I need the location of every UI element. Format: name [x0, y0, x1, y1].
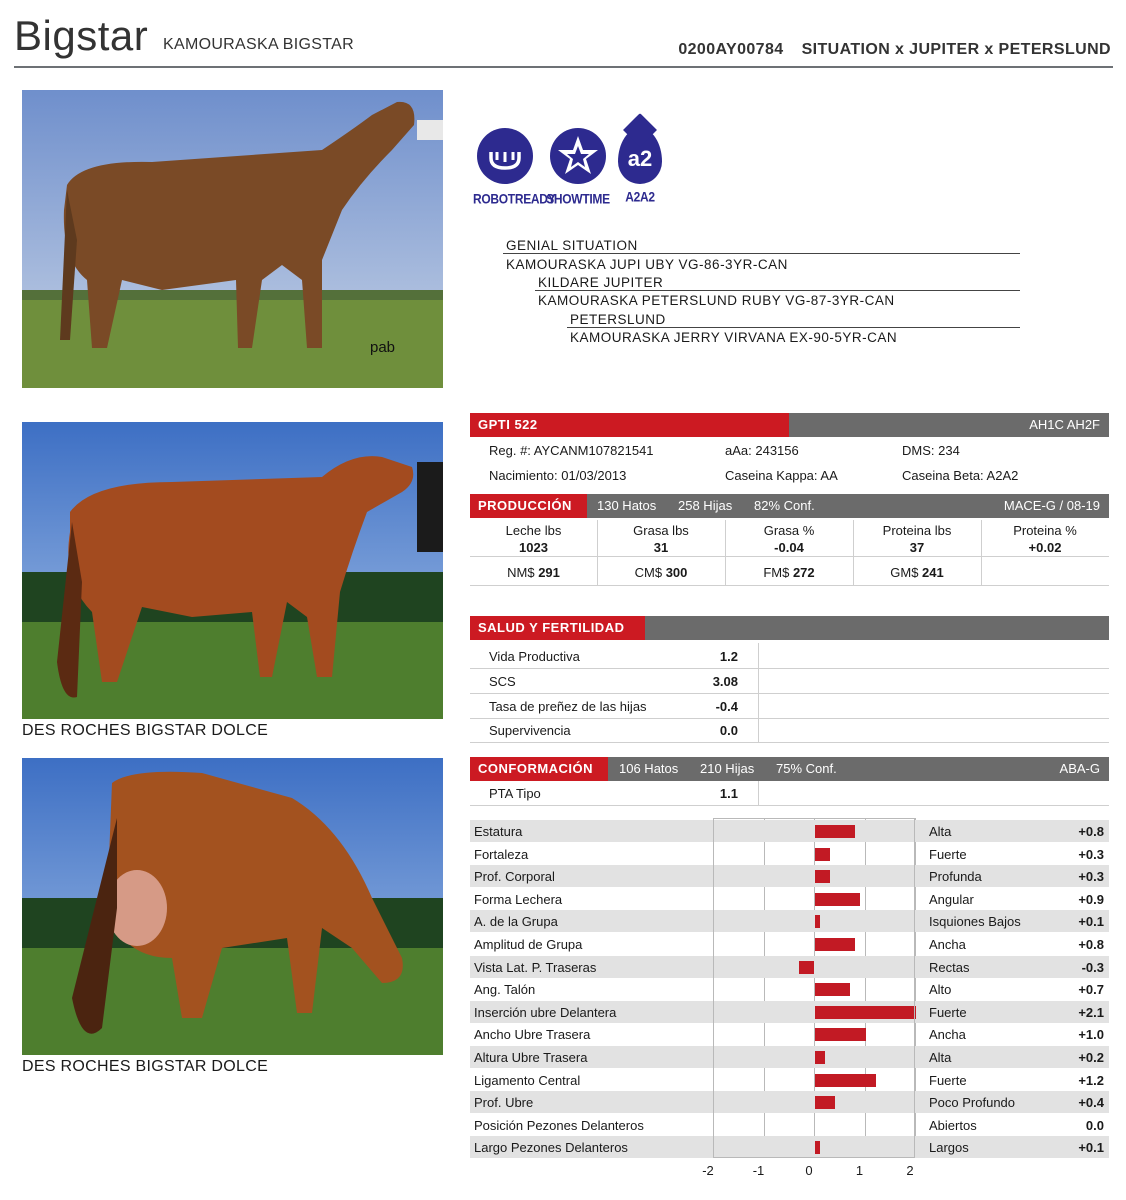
trait-descriptor: Angular [929, 891, 974, 907]
pedigree-line [503, 253, 1020, 254]
aaa-code: aAa: 243156 [725, 443, 799, 458]
badge-a2a2-label: A2A2 [625, 188, 655, 206]
salud-value: 3.08 [712, 674, 738, 689]
bull-name: Bigstar [14, 12, 149, 59]
trait-descriptor: Alta [929, 824, 952, 839]
badge-robotready [473, 128, 556, 208]
trait-descriptor: Ancha [929, 937, 966, 952]
reg-number: Reg. #: AYCANM107821541 [489, 443, 654, 458]
row-divider [470, 805, 1109, 806]
pedigree-mgs: KILDARE JUPITER [538, 275, 664, 290]
produccion-herds: 130 Hatos [597, 498, 657, 513]
trait-row [470, 865, 1109, 887]
trait-row [470, 888, 1109, 910]
trait-descriptor: Alta [929, 1050, 952, 1065]
trait-bar [815, 870, 830, 883]
photo-daughter-side [22, 422, 443, 719]
trait-descriptor: Ancha [929, 1027, 966, 1043]
haplotypes: AH1C AH2F [1029, 417, 1100, 432]
salud-title: SALUD Y FERTILIDAD [470, 616, 645, 640]
trait-descriptor: Rectas [929, 959, 970, 975]
produccion-bar [470, 494, 1109, 518]
trait-descriptor: Largos [929, 1140, 969, 1156]
trait-value: +0.2 [1078, 1050, 1104, 1065]
index-cm: CM$ 300 [634, 565, 688, 580]
trait-value: +0.1 [1078, 1140, 1104, 1156]
produccion-title: PRODUCCIÓN [470, 494, 587, 518]
trait-row [470, 1136, 1109, 1158]
trait-label: Ligamento Central [474, 1072, 581, 1088]
trait-label: Altura Ubre Trasera [474, 1050, 588, 1065]
col-divider [758, 643, 759, 742]
trait-label: A. de la Grupa [474, 914, 558, 930]
salud-label: Vida Productiva [489, 649, 580, 664]
trait-value: +1.2 [1078, 1072, 1104, 1088]
prod-label: Proteina lbs [882, 523, 952, 538]
trait-bar [815, 915, 820, 928]
trait-value: +0.3 [1078, 846, 1104, 862]
pedigree-mggs: PETERSLUND [570, 312, 666, 327]
trait-bar [815, 1141, 820, 1154]
prod-label: Leche lbs [505, 523, 562, 538]
axis-tick-label: -2 [702, 1163, 714, 1178]
pedigree-great-granddam: KAMOURASKA JERRY VIRVANA EX-90-5YR-CAN [570, 330, 898, 345]
produccion-source: MACE-G / 08-19 [1003, 498, 1100, 513]
trait-bar [815, 1096, 835, 1109]
axis-tick-label: 2 [906, 1163, 914, 1178]
trait-bar [815, 848, 830, 861]
badge-showtime [546, 128, 610, 206]
conformacion-bar [470, 757, 1109, 781]
trait-descriptor: Fuerte [929, 1072, 967, 1088]
conformacion-conf: 75% Conf. [776, 761, 837, 776]
prod-label: Grasa lbs [633, 523, 689, 538]
bull-id: 0200AY00784 [678, 41, 784, 58]
trait-bar [815, 825, 855, 838]
prod-label: Grasa % [763, 523, 815, 538]
produccion-conf: 82% Conf. [754, 498, 815, 513]
beta-casein: Caseina Beta: A2A2 [902, 468, 1019, 483]
pta-tipo-label: PTA Tipo [489, 786, 541, 801]
photo-caption-3: DES ROCHES BIGSTAR DOLCE [22, 1058, 269, 1075]
trait-row [470, 956, 1109, 978]
axis-tick-label: 0 [805, 1163, 813, 1178]
trait-bar [799, 961, 814, 974]
prod-value: 1023 [519, 540, 548, 555]
produccion-daughters: 258 Hijas [678, 498, 733, 513]
badge-showtime-label: SHOWTIME [546, 190, 610, 208]
trait-bar [815, 983, 850, 996]
row-divider [470, 585, 1109, 586]
conformacion-herds: 106 Hatos [619, 761, 679, 776]
trait-label: Fortaleza [474, 846, 529, 862]
trait-label: Forma Lechera [474, 891, 563, 907]
trait-label: Estatura [474, 824, 523, 839]
showtime-star-icon [550, 128, 606, 184]
trait-value: +0.8 [1078, 937, 1104, 952]
pedigree-summary: SITUATION x JUPITER x PETERSLUND [801, 41, 1111, 58]
trait-bar [815, 893, 860, 906]
trait-row [470, 1023, 1109, 1045]
photo-bull [22, 90, 443, 388]
trait-value: +0.4 [1078, 1095, 1104, 1111]
trait-label: Ancho Ubre Trasera [474, 1027, 591, 1043]
trait-value: +0.3 [1078, 869, 1104, 885]
header-divider [14, 66, 1113, 68]
conformacion-title: CONFORMACIÓN [470, 757, 608, 781]
trait-value: +0.1 [1078, 914, 1104, 930]
trait-value: +0.8 [1078, 824, 1104, 839]
photo-caption-2: DES ROCHES BIGSTAR DOLCE [22, 722, 269, 739]
col-divider [758, 781, 759, 805]
salud-value: 0.0 [719, 723, 738, 738]
trait-label: Prof. Corporal [474, 869, 555, 885]
trait-row [470, 1046, 1109, 1068]
col-divider [981, 520, 982, 585]
pedigree-dam: KAMOURASKA JUPI UBY VG-86-3YR-CAN [506, 257, 788, 272]
dms-code: DMS: 234 [902, 443, 960, 458]
trait-value: 0.0 [1085, 1117, 1104, 1133]
index-fm: FM$ 272 [763, 565, 815, 580]
trait-value: +0.9 [1078, 891, 1104, 907]
trait-value: +0.7 [1078, 982, 1104, 998]
trait-label: Amplitud de Grupa [474, 937, 583, 952]
prod-value: -0.04 [774, 540, 804, 555]
a2-drop-icon: a2 [618, 128, 662, 184]
row-divider [470, 742, 1109, 743]
trait-bar [815, 1051, 825, 1064]
kappa-casein: Caseina Kappa: AA [725, 468, 838, 483]
index-nm: NM$ 291 [507, 565, 560, 580]
trait-label: Largo Pezones Delanteros [474, 1140, 628, 1156]
salud-value: 1.2 [719, 649, 738, 664]
trait-descriptor: Isquiones Bajos [929, 914, 1021, 930]
gpti-bar [470, 413, 1109, 437]
trait-label: Inserción ubre Delantera [474, 1004, 617, 1020]
trait-row [470, 910, 1109, 932]
birth-date: Nacimiento: 01/03/2013 [489, 468, 627, 483]
prod-value: 37 [909, 540, 925, 555]
row-divider [470, 693, 1109, 694]
trait-descriptor: Poco Profundo [929, 1095, 1016, 1111]
prod-value: 31 [653, 540, 669, 555]
pedigree-line [567, 327, 1020, 328]
trait-descriptor: Profunda [929, 869, 982, 885]
gpti-title: GPTI 522 [470, 413, 789, 437]
badge-a2a2 [615, 128, 665, 204]
salud-label: Supervivencia [489, 723, 571, 738]
badge-robotready-label: ROBOTREADY [473, 190, 556, 208]
trait-label: Vista Lat. P. Traseras [474, 959, 597, 975]
pta-tipo-value: 1.1 [719, 786, 738, 801]
trait-value: +1.0 [1078, 1027, 1104, 1043]
salud-label: Tasa de preñez de las hijas [489, 699, 647, 714]
axis-tick-label: -1 [752, 1163, 765, 1178]
conformacion-source: ABA-G [1059, 761, 1100, 776]
trait-value: +2.1 [1078, 1004, 1104, 1020]
trait-row [470, 843, 1109, 865]
header-info [678, 41, 1111, 59]
trait-descriptor: Fuerte [929, 1004, 967, 1020]
pedigree-sire: GENIAL SITUATION [506, 238, 638, 253]
trait-row [470, 1069, 1109, 1091]
salud-value: -0.4 [715, 699, 738, 714]
trait-row [470, 1001, 1109, 1023]
pedigree-granddam: KAMOURASKA PETERSLUND RUBY VG-87-3YR-CAN [538, 293, 895, 308]
axis-tick-label: 1 [855, 1163, 864, 1178]
prod-label: Proteina % [1013, 523, 1077, 538]
trait-value: -0.3 [1081, 959, 1104, 975]
trait-row [470, 820, 1109, 842]
trait-bar [815, 1006, 916, 1019]
trait-label: Prof. Ubre [474, 1095, 534, 1111]
pedigree-line [535, 290, 1020, 291]
index-gm: GM$ 241 [890, 565, 944, 580]
salud-label: SCS [489, 674, 516, 689]
row-divider [470, 718, 1109, 719]
photographer-mark: pab [370, 339, 396, 356]
conformacion-daughters: 210 Hijas [700, 761, 755, 776]
prod-value: +0.02 [1028, 540, 1062, 555]
trait-descriptor: Abiertos [929, 1117, 977, 1133]
trait-row [470, 933, 1109, 955]
trait-descriptor: Alto [929, 982, 952, 998]
trait-bar [815, 1074, 876, 1087]
trait-label: Ang. Talón [474, 982, 536, 998]
trait-row [470, 978, 1109, 1000]
photo-daughter-rear [22, 758, 443, 1055]
robotready-icon [477, 128, 533, 184]
trait-label: Posición Pezones Delanteros [474, 1117, 644, 1133]
trait-bar [815, 1028, 866, 1041]
salud-bar [470, 616, 1109, 640]
registered-name: KAMOURASKA BIGSTAR [163, 36, 354, 53]
trait-row [470, 1114, 1109, 1136]
row-divider [470, 668, 1109, 669]
row-divider [470, 556, 1109, 557]
trait-row [470, 1091, 1109, 1113]
trait-descriptor: Fuerte [929, 846, 967, 862]
trait-bar [815, 938, 855, 951]
